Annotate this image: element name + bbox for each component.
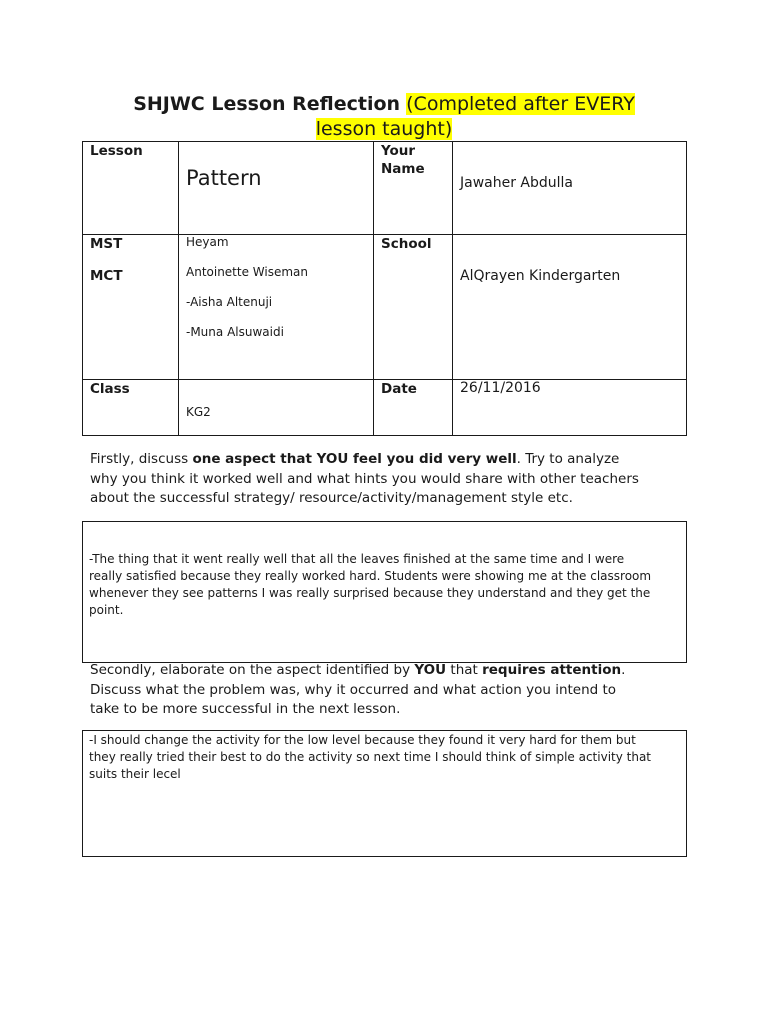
table-col-divider-1 bbox=[178, 141, 179, 436]
class-label: Class bbox=[90, 381, 130, 397]
title-highlight-2: lesson taught) bbox=[315, 118, 453, 140]
mst-value: Heyam bbox=[186, 235, 229, 249]
prompt-requires-attention bbox=[90, 661, 670, 720]
prompt-well-done bbox=[90, 450, 670, 509]
date-label: Date bbox=[381, 381, 417, 397]
answer-2-text bbox=[89, 732, 651, 783]
prompt1-intro: Firstly, discuss bbox=[90, 451, 193, 467]
prompt2-you: YOU bbox=[414, 662, 447, 678]
prompt1-line2: why you think it worked well and what hints you would share with other teachers bbox=[90, 470, 639, 487]
school-label: School bbox=[381, 236, 432, 252]
title-highlight-1: (Completed after EVERY bbox=[406, 93, 635, 115]
prompt1-bold: one aspect that YOU feel you did very well bbox=[192, 451, 517, 467]
prompt2-mid: that bbox=[446, 662, 483, 678]
answer2-line: they really tried their best to do the activity so next time I should think of simple activity that bbox=[89, 750, 652, 764]
mct-label: MCT bbox=[90, 268, 123, 284]
prompt1-rest: . Try to analyze bbox=[516, 451, 620, 467]
title-main: SHJWC Lesson Reflection bbox=[133, 93, 401, 115]
your-name-label-1: Your bbox=[381, 143, 416, 159]
prompt2-bold: requires attention bbox=[482, 662, 622, 678]
lesson-value: Pattern bbox=[186, 166, 262, 190]
prompt2-end: . bbox=[621, 662, 626, 678]
answer1-line: whenever they see patterns I was really surprised because they understand and they get the bbox=[89, 586, 651, 600]
mct-value-2: -Aisha Altenuji bbox=[186, 295, 273, 309]
table-col-divider-3 bbox=[452, 141, 453, 436]
answer2-line: -I should change the activity for the low level because they found it very hard for them but bbox=[89, 733, 636, 747]
prompt1-line3: about the successful strategy/ resource/activity/management style etc. bbox=[90, 490, 573, 506]
lesson-label: Lesson bbox=[90, 143, 143, 159]
document-title bbox=[60, 92, 708, 142]
answer-1-text bbox=[89, 551, 651, 619]
answer1-line: -The thing that it went really well that all the leaves finished at the same time and I were bbox=[89, 552, 625, 566]
answer1-line: point. bbox=[89, 603, 124, 617]
your-name-value: Jawaher Abdulla bbox=[460, 175, 574, 191]
school-value: AlQrayen Kindergarten bbox=[460, 268, 621, 284]
prompt2-line3: take to be more successful in the next lesson. bbox=[90, 701, 401, 717]
mct-value-3: -Muna Alsuwaidi bbox=[186, 325, 284, 339]
mst-label: MST bbox=[90, 236, 123, 252]
answer1-line: really satisfied because they really worked hard. Students were showing me at the classroom bbox=[89, 569, 652, 583]
prompt2-line2: Discuss what the problem was, why it occurred and what action you intend to bbox=[90, 681, 617, 698]
prompt2-intro: Secondly, elaborate on the aspect identified by bbox=[90, 662, 415, 678]
your-name-label-2: Name bbox=[381, 161, 425, 177]
date-value: 26/11/2016 bbox=[460, 380, 541, 396]
mct-value-1: Antoinette Wiseman bbox=[186, 265, 309, 279]
table-col-divider-2 bbox=[373, 141, 374, 436]
answer2-line: suits their lecel bbox=[89, 767, 181, 781]
class-value: KG2 bbox=[186, 405, 211, 419]
